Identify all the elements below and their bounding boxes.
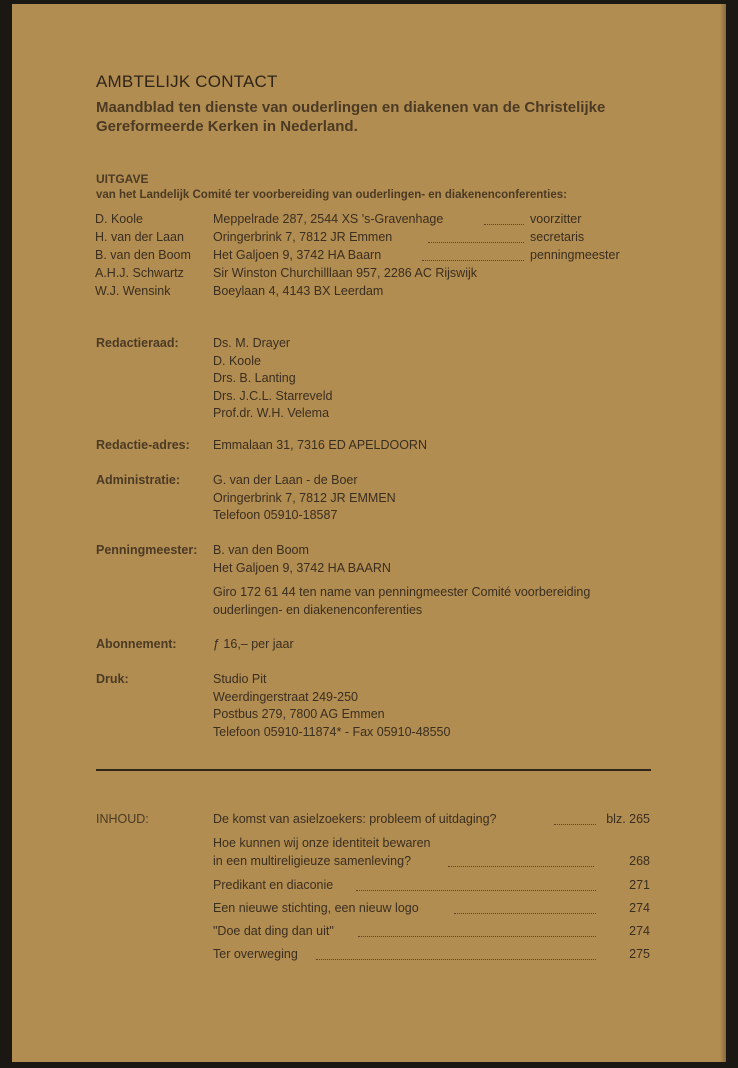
toc-item-title: Ter overweging	[213, 947, 298, 961]
druk-line: Weerdingerstraat 249-250	[213, 689, 358, 704]
editor-name: Ds. M. Drayer	[213, 336, 291, 350]
toc-item-page: blz. 265	[606, 812, 650, 826]
leader-dots	[454, 913, 596, 914]
leader-dots	[428, 242, 524, 243]
penningmeester-label: Penningmeester:	[96, 543, 198, 557]
leader-dots	[316, 959, 596, 960]
leader-dots	[422, 260, 524, 261]
leader-dots	[358, 936, 596, 937]
member-address: Boeylaan 4, 4143 BX Leerdam	[213, 284, 384, 298]
toc-item-page: 274	[629, 924, 650, 938]
penningmeester-line: B. van den Boom	[213, 543, 309, 557]
uitgave-subheading: van het Landelijk Comité ter voorbereiding van ouderlingen- en diakenenconferenties:	[96, 189, 567, 201]
committee-member-row	[12, 212, 726, 230]
toc-item-title: Predikant en diaconie	[213, 878, 334, 892]
inhoud-label: INHOUD:	[96, 812, 149, 826]
member-address: Meppelrade 287, 2544 XS 's-Gravenhage	[213, 212, 444, 226]
penningmeester-line: Het Galjoen 9, 3742 HA BAARN	[213, 560, 391, 575]
magazine-colophon-page	[12, 4, 726, 1062]
editor-name: Drs. J.C.L. Starreveld	[213, 388, 333, 403]
druk-lines	[213, 671, 450, 741]
redactie-adres-label: Redactie-adres:	[96, 438, 190, 452]
member-address: Sir Winston Churchilllaan 957, 2286 AC Rijswijk	[213, 266, 478, 280]
toc-item-page: 268	[629, 854, 650, 868]
section-divider	[96, 769, 651, 771]
committee-member-row	[12, 248, 726, 266]
penningmeester-lines	[213, 542, 391, 577]
editor-name: Prof.dr. W.H. Velema	[213, 406, 330, 420]
giro-line: ouderlingen- en diakenenconferenties	[213, 602, 423, 617]
member-role: penningmeester	[530, 248, 620, 262]
administratie-line: Oringerbrink 7, 7812 JR EMMEN	[213, 490, 396, 505]
member-address: Oringerbrink 7, 7812 JR Emmen	[213, 230, 393, 244]
toc-item-title: "Doe dat ding dan uit"	[213, 924, 334, 938]
magazine-subtitle: Maandblad ten dienste van ouderlingen en diakenen van de Christelijke Gereformeerde Kerken in Nederland.	[96, 99, 606, 135]
administratie-line: G. van der Laan - de Boer	[213, 473, 358, 487]
uitgave-heading: UITGAVE	[96, 172, 149, 186]
member-name: W.J. Wensink	[95, 284, 171, 298]
toc-item-page: 271	[629, 878, 650, 892]
committee-member-row	[12, 266, 726, 284]
abonnement-label: Abonnement:	[96, 637, 177, 651]
leader-dots	[554, 824, 596, 825]
member-name: B. van den Boom	[95, 248, 191, 262]
redactieraad-label: Redactieraad:	[96, 336, 179, 350]
abonnement-value: ƒ 16,– per jaar	[213, 637, 294, 651]
druk-label: Druk:	[96, 672, 129, 686]
toc-item-title: Een nieuwe stichting, een nieuw logo	[213, 901, 419, 915]
toc-item-page: 275	[629, 947, 650, 961]
druk-line: Postbus 279, 7800 AG Emmen	[213, 707, 385, 721]
member-address: Het Galjoen 9, 3742 HA Baarn	[213, 248, 382, 262]
member-role: secretaris	[530, 230, 585, 244]
leader-dots	[484, 224, 524, 225]
committee-member-row	[12, 284, 726, 302]
toc-item-title: in een multireligieuze samenleving?	[213, 854, 412, 868]
magazine-title: AMBTELIJK CONTACT	[96, 72, 278, 91]
druk-line: Telefoon 05910-11874* - Fax 05910-48550	[213, 724, 451, 739]
editor-name: Drs. B. Lanting	[213, 371, 296, 385]
leader-dots	[356, 890, 596, 891]
member-name: H. van der Laan	[95, 230, 184, 244]
editor-name: D. Koole	[213, 353, 261, 368]
redactie-adres-value: Emmalaan 31, 7316 ED APELDOORN	[213, 438, 427, 452]
toc-item-title-line1: Hoe kunnen wij onze identiteit bewaren	[213, 836, 431, 850]
member-name: A.H.J. Schwartz	[95, 266, 184, 280]
committee-member-row	[12, 230, 726, 248]
giro-line: Giro 172 61 44 ten name van penningmeester Comité voorbereiding	[213, 585, 591, 599]
administratie-lines	[213, 472, 396, 525]
druk-line: Studio Pit	[213, 672, 267, 686]
member-role: voorzitter	[530, 212, 582, 226]
member-name: D. Koole	[95, 212, 143, 226]
toc-item-page: 274	[629, 901, 650, 915]
toc-item-title: De komst van asielzoekers: probleem of uitdaging?	[213, 812, 497, 826]
redactieraad-members	[213, 335, 332, 423]
administratie-label: Administratie:	[96, 473, 181, 487]
administratie-line: Telefoon 05910-18587	[213, 508, 338, 522]
leader-dots	[448, 866, 594, 867]
giro-info	[213, 584, 590, 619]
